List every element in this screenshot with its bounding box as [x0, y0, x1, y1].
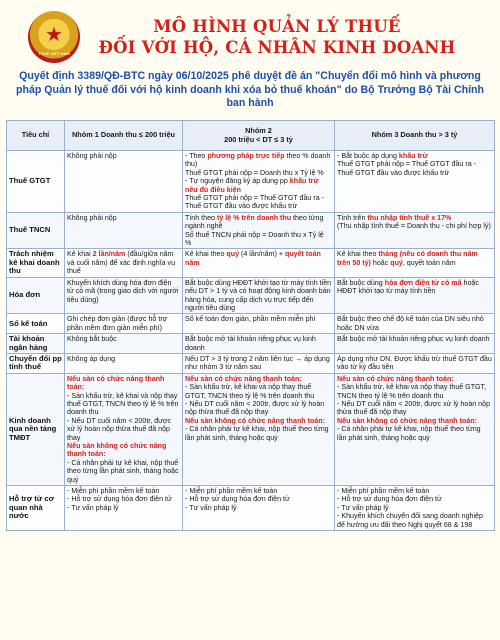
highlight-text: Nếu sàn không có chức năng thanh toán:	[67, 442, 167, 459]
cell-g2	[183, 373, 335, 485]
cell-line	[337, 375, 492, 383]
table-row	[7, 314, 495, 334]
cell-text: - Cá nhân phải tự kê khai, nộp thuế theo từng lần phát sinh, tháng hoặc quý	[185, 425, 329, 442]
decision-text: Quyết định 3389/QĐ-BTC ngày 06/10/2025 phê duyệt đề án "Chuyển đổi mô hình và phương pháp Quản lý thuế đối với hộ kinh doanh khi xóa bỏ thuế khoán" do Bộ Trưởng Bộ Tài Chính ban hành	[16, 70, 484, 109]
cell-text: Khuyến khích dùng hóa đơn điện tử có mã (trong giao dịch với người tiêu dùng)	[67, 278, 179, 304]
cell-text: - Nếu DT cuối năm < 200tr, được xử lý hoàn nộp thừa thuế đã nộp thay	[337, 399, 491, 417]
cell-text: theo % doanh thu)	[185, 152, 331, 169]
table-row	[7, 373, 495, 485]
cell-line	[185, 250, 332, 267]
cell-g3	[335, 373, 495, 485]
cell-g1	[65, 486, 183, 531]
cell-line	[67, 417, 180, 442]
cell-line	[67, 335, 180, 343]
cell-line	[185, 495, 332, 503]
cell-line	[337, 335, 492, 343]
cell-g1	[65, 373, 183, 485]
cell-text: (đầu/giữa năm và cuối năm) để xác định nghĩa vụ thuế	[67, 250, 176, 276]
header-group2-title: Nhóm 2	[245, 126, 272, 136]
cell-text: - Cá nhân phải tự kê khai, nộp thuế theo từng lần phát sinh, tháng hoặc quý	[337, 425, 481, 442]
table-row	[7, 277, 495, 314]
page-title: MÔ HÌNH QUẢN LÝ THUẾ	[153, 17, 401, 36]
highlight-text: thu nhập tính thuế x 17%	[367, 213, 452, 222]
cell-text: - Sàn khấu trừ, kê khai và nộp thay thuế GTGT, TNCN theo tỷ lệ % trên doanh thu	[185, 383, 315, 400]
star-icon: ★	[45, 24, 63, 46]
cell-text: - Hỗ trợ sử dụng hóa đơn điện tử	[67, 495, 172, 504]
highlight-text: Nếu sàn có chức năng thanh toán:	[337, 374, 454, 383]
cell-text: Kê khai theo	[185, 250, 227, 259]
cell-line	[67, 355, 180, 363]
table-row	[7, 151, 495, 213]
cell-g2	[183, 486, 335, 531]
cell-line	[337, 222, 492, 230]
page-subtitle: ĐỐI VỚI HỘ, CÁ NHÂN KINH DOANH	[98, 38, 456, 57]
cell-text: Bắt buộc theo chế độ kế toán của DN siêu nhỏ hoặc DN vừa	[337, 315, 484, 332]
cell-text: - Miễn phí phần mềm kế toán	[185, 487, 278, 496]
cell-line	[337, 160, 492, 177]
cell-line	[337, 214, 492, 222]
table-row	[7, 212, 495, 249]
table-header-row	[7, 121, 495, 151]
cell-text: Nếu DT > 3 tỷ trong 2 năm liên tục → áp dụng như nhóm 3 từ năm sau	[185, 354, 330, 372]
cell-text: - Bắt buộc áp dụng	[337, 152, 399, 160]
criteria-cell: Hỗ trợ từ cơ quan nhà nước	[7, 486, 65, 531]
cell-line	[67, 459, 180, 484]
cell-line	[185, 214, 332, 231]
cell-text: Không bắt buộc	[67, 335, 117, 344]
cell-text: Số thuế TNCN phải nộp = Doanh thu x Tỷ lệ %	[185, 230, 324, 248]
cell-line	[67, 442, 180, 459]
cell-g1	[65, 314, 183, 334]
cell-text: - Tư vấn pháp lý	[185, 503, 237, 512]
header-group3: Nhóm 3 Doanh thu > 3 tỷ	[335, 121, 495, 151]
cell-text: - Tư vấn pháp lý	[337, 503, 389, 512]
cell-line	[67, 375, 180, 392]
table-row	[7, 486, 495, 531]
highlight-text: 2 lần/năm	[92, 250, 126, 259]
cell-text: - Nếu DT cuối năm < 200tr, được xử lý hoàn nộp thừa thuế đã nộp thay	[67, 416, 172, 442]
cell-line	[185, 279, 332, 313]
cell-g2	[183, 277, 335, 314]
cell-text: Thuế GTGT phải nộp = Doanh thu x Tỷ lệ %	[185, 168, 324, 177]
cell-g1	[65, 334, 183, 354]
cell-line	[185, 177, 332, 194]
table-row	[7, 249, 495, 277]
cell-text: Bắt buộc dùng	[337, 278, 385, 287]
cell-line	[337, 355, 492, 372]
cell-text: Bắt buộc mở tài khoản riêng phục vụ kinh doanh	[185, 335, 316, 352]
cell-line	[185, 169, 332, 177]
cell-text: - Khuyến khích chuyển đổi sang doanh nghiệp để hưởng ưu đãi theo Nghị quyết 68 & 198	[337, 512, 483, 529]
cell-line	[337, 315, 492, 332]
highlight-text: quý	[390, 258, 403, 267]
cell-g1	[65, 277, 183, 314]
highlight-text: khấu trừ	[398, 152, 428, 160]
highlight-text: Nếu sàn không có chức năng thanh toán:	[185, 416, 325, 425]
cell-g1	[65, 212, 183, 249]
cell-text: - Miễn phí phần mềm kế toán	[67, 487, 160, 496]
emblem-text: THUẾ VIỆT NAM	[38, 51, 70, 56]
criteria-cell: Thuế GTGT	[7, 151, 65, 213]
cell-g2	[183, 249, 335, 277]
cell-text: - Hỗ trợ sử dụng hóa đơn điện tử	[185, 495, 290, 504]
cell-line	[337, 512, 492, 529]
cell-line	[67, 495, 180, 503]
cell-line	[185, 400, 332, 417]
cell-g2	[183, 353, 335, 373]
cell-text: Tính trên	[337, 213, 368, 222]
cell-g3	[335, 353, 495, 373]
highlight-text: Nếu sàn không có chức năng thanh toán:	[337, 416, 477, 425]
cell-text: theo từng ngành nghề	[185, 213, 324, 231]
cell-line	[185, 375, 332, 383]
cell-g1	[65, 249, 183, 277]
cell-text: Bắt buộc dùng HĐĐT khởi tạo từ máy tính tiền nếu DT > 1 tỷ và có hoạt động kinh doanh bán hàng hóa, cung cấp dịch vụ trực tiếp đến người tiêu dùng	[185, 278, 332, 312]
highlight-text: tháng (nếu có doanh thu năm trên 50 tỷ)	[337, 250, 478, 267]
cell-text: Không phải nộp	[67, 213, 117, 222]
cell-text: Kê khai theo	[337, 250, 379, 259]
cell-line	[337, 495, 492, 503]
cell-line	[67, 214, 180, 222]
cell-line	[185, 355, 332, 372]
tax-model-table	[6, 120, 495, 531]
cell-line	[337, 400, 492, 417]
cell-text: Không áp dụng	[67, 354, 116, 363]
cell-g3	[335, 314, 495, 334]
cell-g1	[65, 151, 183, 213]
criteria-cell: Tài khoản ngân hàng	[7, 334, 65, 354]
cell-text: - Tự nguyện đăng ký áp dụng pp	[185, 177, 290, 186]
cell-line	[337, 504, 492, 512]
header-criteria: Tiêu chí	[7, 121, 65, 151]
cell-text: Thuế GTGT phải nộp = Thuế GTGT đầu ra - Thuế GTGT đầu vào được khấu trừ	[185, 194, 324, 211]
cell-text: Tính theo	[185, 213, 217, 222]
highlight-text: khấu trừ nếu đủ điều kiện	[185, 177, 319, 194]
cell-line	[337, 417, 492, 425]
cell-line	[185, 417, 332, 425]
cell-line	[185, 152, 332, 169]
cell-text: Ghi chép đơn giản (được hỗ trợ phần mềm đơn giản miễn phí)	[67, 315, 168, 332]
cell-g3	[335, 277, 495, 314]
cell-line	[337, 279, 492, 296]
highlight-text: quyết toán năm	[185, 250, 321, 267]
cell-line	[185, 425, 332, 442]
cell-line	[67, 504, 180, 512]
cell-g2	[183, 314, 335, 334]
cell-line	[185, 335, 332, 352]
highlight-text: hóa đơn điện tử có mã	[384, 278, 462, 287]
highlight-text: quý	[226, 250, 240, 259]
tax-emblem-icon	[28, 11, 80, 63]
cell-line	[67, 315, 180, 332]
cell-line	[337, 425, 492, 442]
cell-g3	[335, 212, 495, 249]
cell-text: Áp dụng như DN. Được khấu trừ thuế GTGT đầu vào từ kỳ đầu tiên	[337, 354, 492, 372]
title-block	[80, 16, 494, 58]
cell-text: Bắt buộc mở tài khoản riêng phục vụ kinh doanh	[337, 335, 490, 344]
cell-line	[337, 250, 492, 267]
cell-g2	[183, 334, 335, 354]
cell-text: - Sàn khấu trừ, kê khai và nộp thay thuế GTGT, TNCN theo tỷ lệ % trên doanh thu	[67, 391, 179, 417]
criteria-cell: Thuế TNCN	[7, 212, 65, 249]
cell-g3	[335, 249, 495, 277]
cell-text: - Tư vấn pháp lý	[67, 503, 119, 512]
cell-line	[67, 279, 180, 304]
highlight-text: phương pháp trực tiếp	[207, 152, 285, 160]
cell-text: Thuế GTGT phải nộp = Thuế GTGT đầu ra - Thuế GTGT đầu vào được khấu trừ	[337, 160, 476, 177]
cell-line	[67, 250, 180, 275]
cell-text: - Miễn phí phần mềm kế toán	[337, 487, 430, 496]
cell-text: Không phải nộp	[67, 152, 117, 160]
cell-text: - Hỗ trợ sử dụng hóa đơn điện tử	[337, 495, 442, 504]
header-group2	[183, 121, 335, 151]
cell-line	[337, 383, 492, 400]
criteria-cell: Chuyển đổi pp tính thuế	[7, 353, 65, 373]
cell-text: hoặc HĐĐT khởi tạo từ máy tính tiền	[337, 278, 479, 296]
cell-g3	[335, 486, 495, 531]
highlight-text: Nếu sàn có chức năng thanh toán:	[185, 374, 302, 383]
header	[6, 6, 494, 68]
cell-text: Kê khai	[67, 250, 93, 259]
cell-text: Sổ kế toán đơn giản, phần mềm miễn phí	[185, 315, 316, 324]
cell-text: - Theo	[185, 152, 208, 160]
cell-line	[185, 194, 332, 211]
cell-line	[185, 383, 332, 400]
cell-text: , quyết toán năm	[402, 258, 456, 267]
cell-line	[185, 504, 332, 512]
criteria-cell: Trách nhiệm kê khai doanh thu	[7, 249, 65, 277]
highlight-text: tỷ lệ % trên doanh thu	[216, 213, 292, 222]
cell-g3	[335, 151, 495, 213]
cell-g1	[65, 353, 183, 373]
cell-line	[185, 231, 332, 248]
cell-g3	[335, 334, 495, 354]
criteria-cell: Sổ kế toán	[7, 314, 65, 334]
criteria-cell: Kinh doanh qua nền tảng TMĐT	[7, 373, 65, 485]
cell-line	[67, 152, 180, 160]
cell-text: (Thu nhập tính thuế = Doanh thu - chi phí hợp lý)	[337, 222, 491, 231]
cell-text: - Nếu DT cuối năm < 200tr, được xử lý hoàn nộp thừa thuế đã nộp thay	[185, 399, 325, 417]
table-body	[7, 151, 495, 531]
table-row	[7, 353, 495, 373]
header-group2-range: 200 triệu < DT ≤ 3 tỷ	[224, 134, 293, 144]
header-group1: Nhóm 1 Doanh thu ≤ 200 triệu	[65, 121, 183, 151]
criteria-cell: Hóa đơn	[7, 277, 65, 314]
table-row	[7, 334, 495, 354]
highlight-text: Nếu sàn có chức năng thanh toán:	[67, 374, 165, 392]
cell-text: (4 lần/năm) +	[239, 250, 285, 259]
cell-g2	[183, 212, 335, 249]
cell-g2	[183, 151, 335, 213]
cell-text: - Cá nhân phải tự kê khai, nộp thuế theo từng lần phát sinh, tháng hoặc quý	[67, 458, 179, 484]
cell-line	[185, 315, 332, 323]
cell-line	[67, 392, 180, 417]
cell-text: - Sàn khấu trừ, kê khai và nộp thay thuế GTGT, TNCN theo tỷ lệ % trên doanh thu	[337, 383, 487, 400]
cell-text: hoặc	[370, 258, 391, 267]
